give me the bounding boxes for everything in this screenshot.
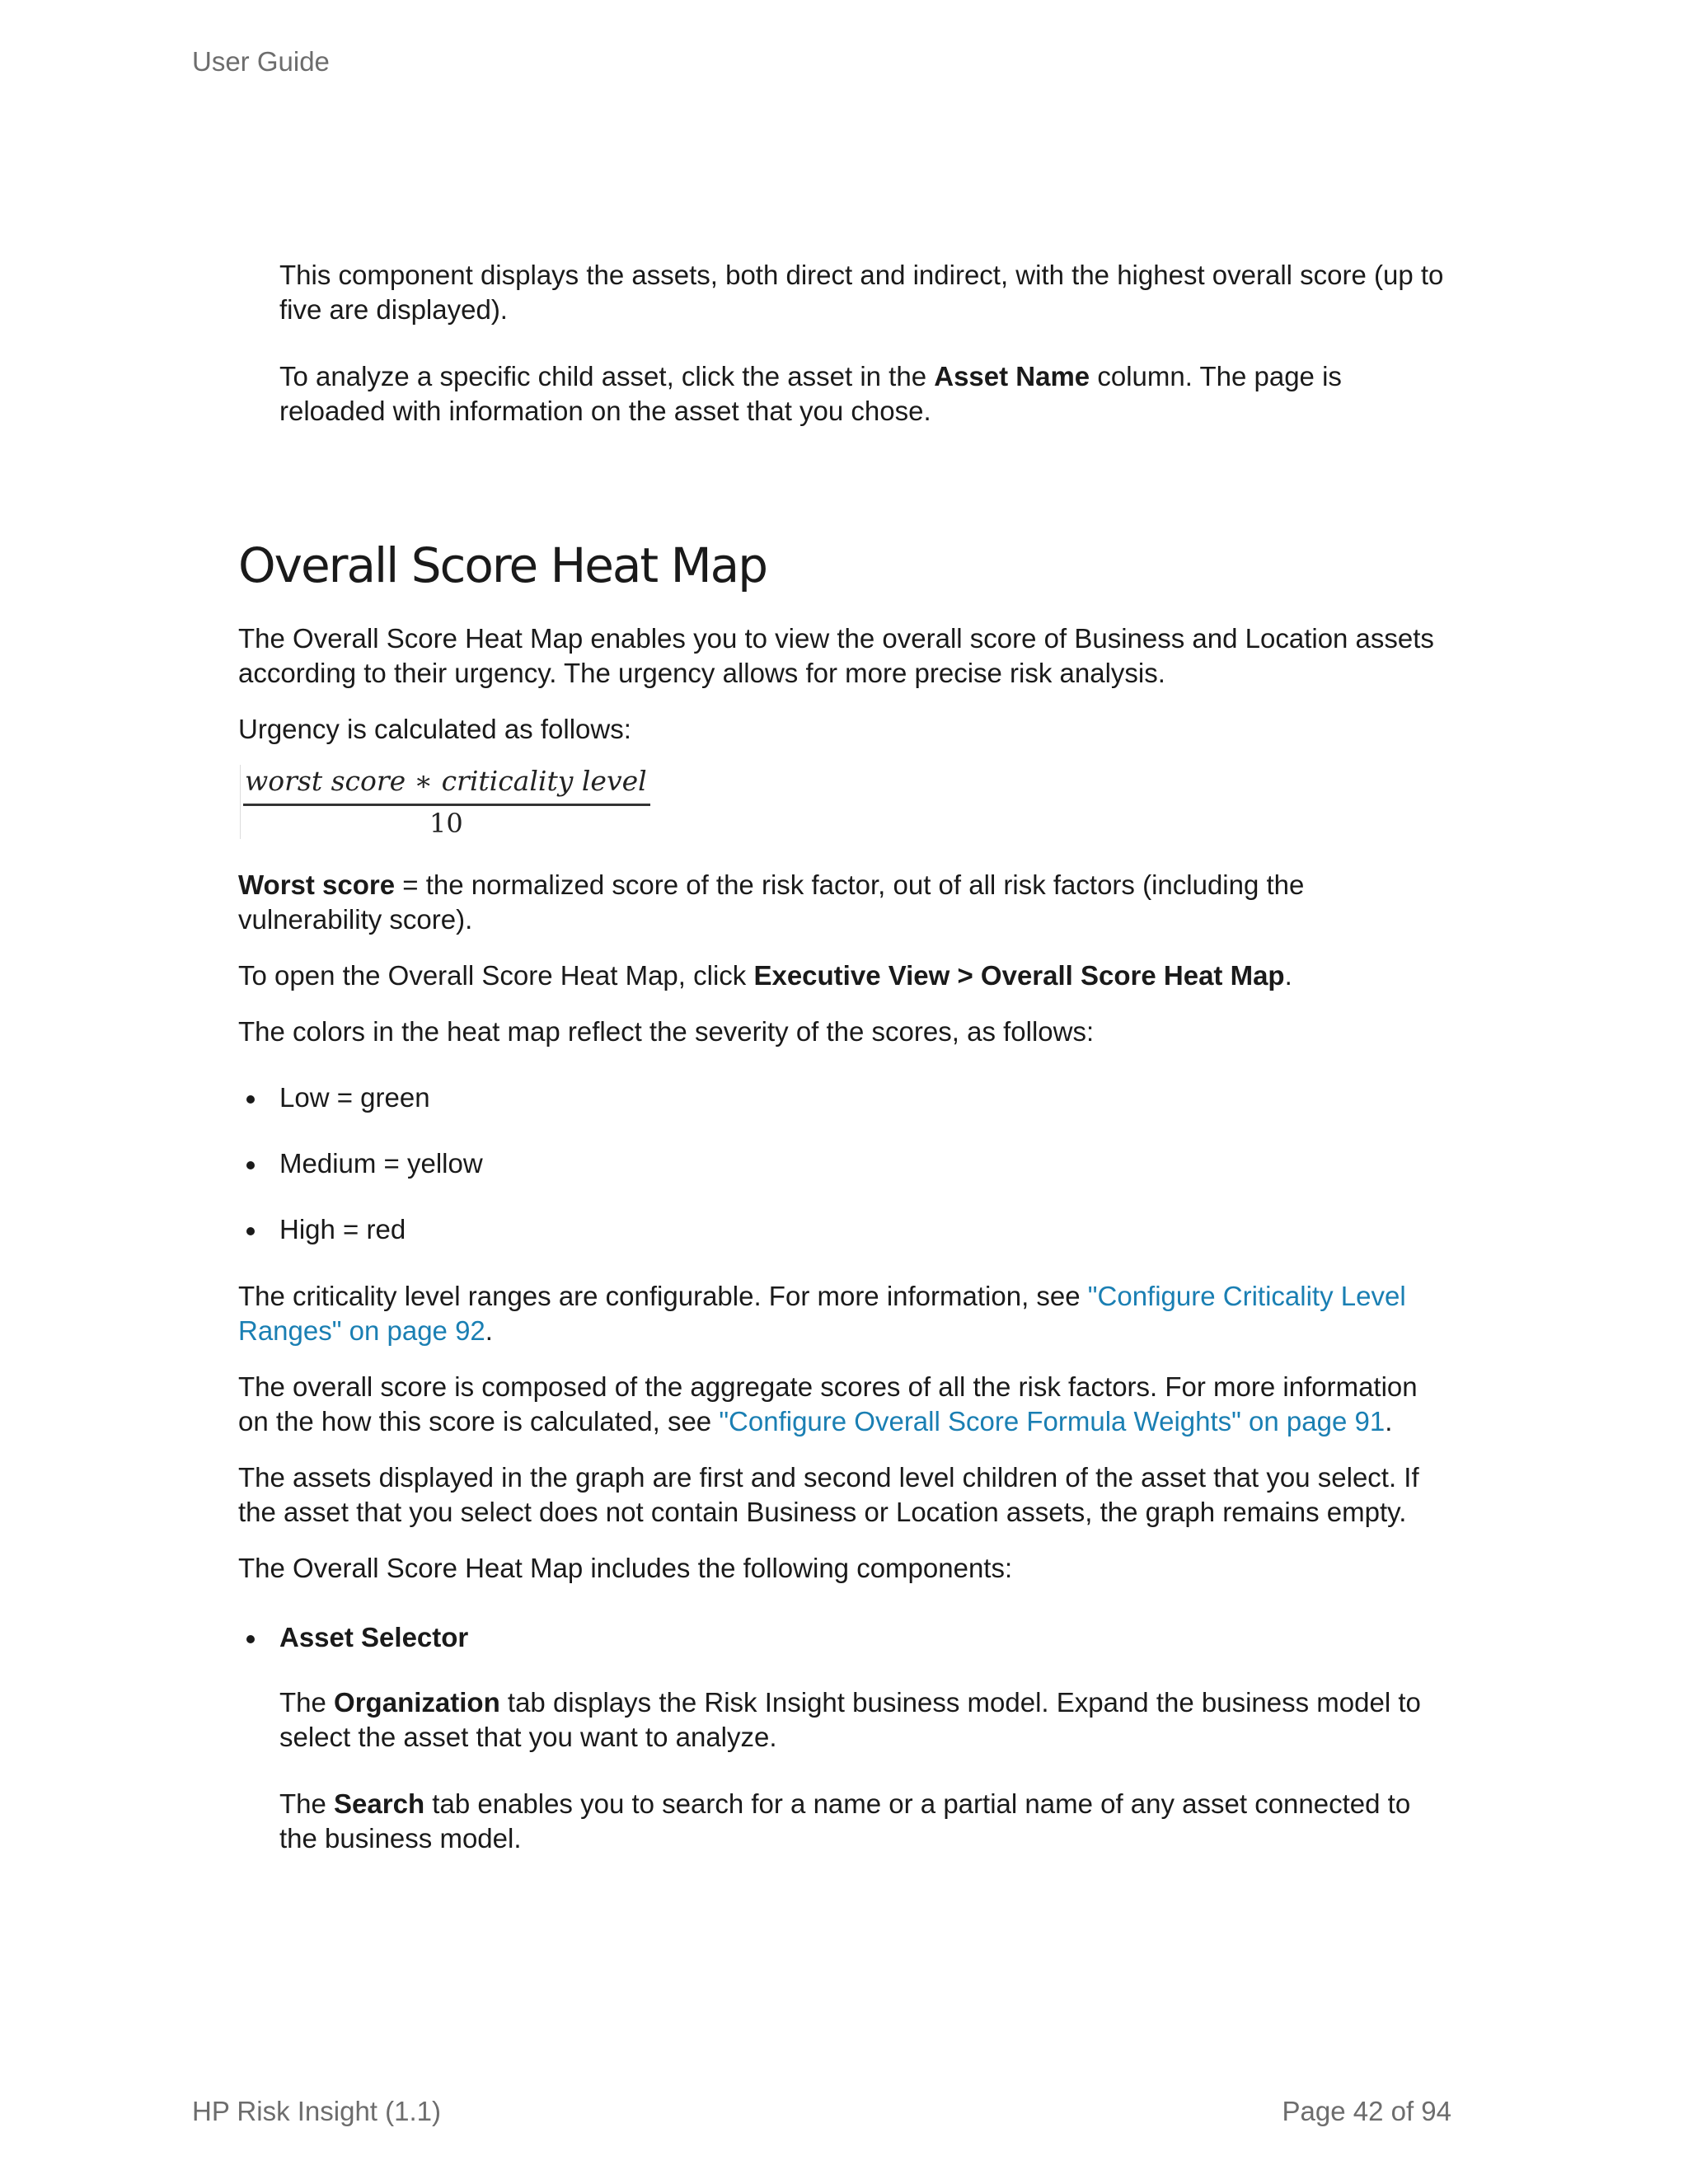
text-span: tab enables you to search for a name or a partial name of any asset connected to the business model. (279, 1788, 1411, 1854)
asset-name-term: Asset Name (934, 361, 1090, 391)
worst-score-term: Worst score (238, 869, 396, 900)
component-title: Asset Selector (279, 1622, 469, 1652)
formula-edge (240, 765, 241, 839)
text-span: tab displays the Risk Insight business model. Expand the business model to select the asset that you want to analyze. (279, 1687, 1421, 1752)
text-span: . (1385, 1406, 1393, 1436)
text-span: The overall score is composed of the aggregate scores of all the risk factors. For more information on the how this score is calculated, see (238, 1371, 1418, 1436)
text-span: . (485, 1315, 493, 1346)
urgency-intro: Urgency is calculated as follows: (238, 714, 631, 744)
formula-fraction-bar (243, 804, 650, 806)
bullet-icon (246, 1635, 255, 1643)
worst-score-definition (238, 868, 1450, 937)
running-header: User Guide (192, 46, 330, 77)
text-span: The criticality level ranges are configurable. For more information, see (238, 1281, 1088, 1311)
formula-denominator: 10 (429, 808, 463, 839)
criticality-ranges-link[interactable]: "Configure Criticality Level Ranges" on page 92 (238, 1281, 1406, 1346)
intro-paragraph-1: This component displays the assets, both direct and indirect, with the highest overall score (up to five are displayed). (279, 260, 1444, 325)
text-span: To analyze a specific child asset, click the asset in the (279, 361, 935, 391)
text-span: column. The page is reloaded with information on the asset that you chose. (279, 361, 1342, 426)
section-heading: Overall Score Heat Map (238, 537, 767, 593)
criticality-paragraph (238, 1279, 1450, 1348)
footer-page-number: Page 42 of 94 (1282, 2096, 1451, 2126)
bullet-high: High = red (279, 1214, 406, 1244)
text-span: . (1284, 960, 1292, 991)
search-term: Search (334, 1788, 425, 1819)
bullet-low: Low = green (279, 1082, 430, 1113)
bullet-icon (246, 1161, 255, 1169)
components-intro: The Overall Score Heat Map includes the following components: (238, 1553, 1013, 1583)
overall-score-paragraph (238, 1370, 1450, 1439)
open-instructions (238, 958, 1450, 993)
section-paragraph-1: The Overall Score Heat Map enables you to view the overall score of Business and Location assets according to their urgency. The urgency allows for more precise risk analysis. (238, 623, 1434, 688)
search-tab-paragraph (279, 1787, 1450, 1856)
formula-numerator: worst score ∗ criticality level (245, 765, 647, 797)
text-span: To open the Overall Score Heat Map, click (238, 960, 754, 991)
footer-product: HP Risk Insight (1.1) (192, 2096, 441, 2126)
intro-paragraph-2 (279, 359, 1450, 429)
assets-graph-paragraph: The assets displayed in the graph are first and second level children of the asset that you select. If the asset that you select does not contain Business or Location assets, the graph remains empty. (238, 1462, 1419, 1527)
menu-path: Executive View > Overall Score Heat Map (753, 960, 1285, 991)
bullet-icon (246, 1227, 255, 1235)
text-span: The (279, 1788, 335, 1819)
text-span: = the normalized score of the risk factor, out of all risk factors (including the vulnerability score). (238, 869, 1305, 935)
component-asset-selector (279, 1620, 1450, 1655)
text-span: The (279, 1687, 335, 1718)
urgency-formula (240, 765, 652, 839)
bullet-medium: Medium = yellow (279, 1148, 483, 1179)
bullet-icon (246, 1095, 255, 1104)
formula-weights-link[interactable]: "Configure Overall Score Formula Weights" on page 91 (719, 1406, 1386, 1436)
colors-intro: The colors in the heat map reflect the severity of the scores, as follows: (238, 1016, 1095, 1047)
organization-term: Organization (334, 1687, 500, 1718)
organization-tab-paragraph (279, 1685, 1450, 1755)
